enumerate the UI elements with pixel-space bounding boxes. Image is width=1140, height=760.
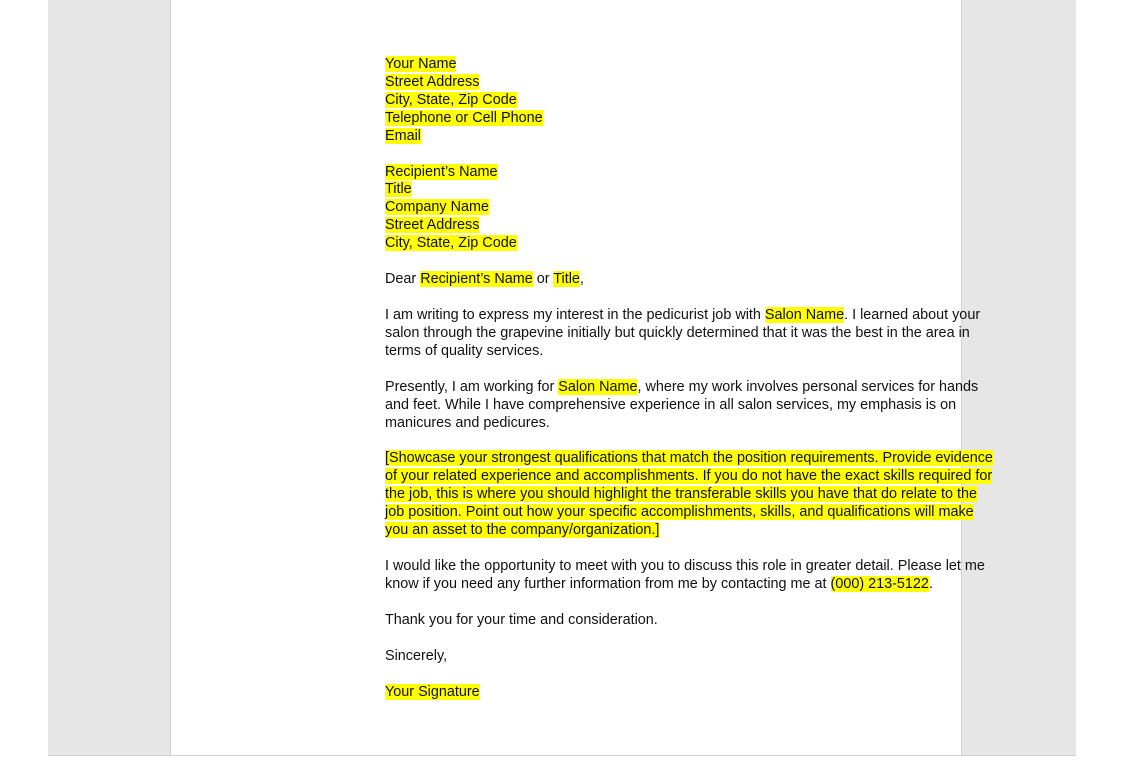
recipient-company: Company Name	[385, 199, 489, 216]
document-page	[170, 0, 993, 755]
paragraph-current-role	[385, 379, 995, 433]
salutation-suffix: ,	[579, 271, 584, 288]
para2-text-b: , where my work involves personal services for hands and feet. While I have comprehensive experience in all salon services, my emphasis is on manicures and pedicures.	[385, 378, 979, 431]
sender-city: City, State, Zip Code	[385, 91, 517, 108]
paragraph-contact	[385, 558, 995, 594]
sender-phone: Telephone or Cell Phone	[385, 109, 543, 126]
para3-placeholder-text: [Showcase your strongest qualifications that match the position requirements. Provide evidence of your related experience and accomplishments. If you do not have the exact skills required for the job, this is where you should highlight the transferable skills you have that do relate to the job position. Point out how your specific accomplishments, skills, and qualifications will make you an asset to the company/organization.]	[385, 450, 993, 539]
signature-line	[385, 684, 995, 702]
sender-email: Email	[385, 127, 421, 144]
salutation-name: Recipient’s Name	[420, 271, 533, 288]
para4-phone: (000) 213-5122	[830, 575, 929, 592]
recipient-name: Recipient’s Name	[385, 163, 498, 180]
salutation-or: or	[532, 271, 554, 288]
para1-text-a: I am writing to express my interest in the pedicurist job with	[385, 306, 765, 323]
closing-line: Sincerely,	[385, 647, 448, 664]
recipient-title: Title	[385, 181, 412, 198]
sender-street: Street Address	[385, 73, 480, 90]
thanks-line: Thank you for your time and consideration.	[385, 611, 658, 628]
para2-text-a: Presently, I am working for	[385, 378, 559, 395]
paragraph-qualifications	[385, 450, 995, 540]
para1-salon-name: Salon Name	[764, 306, 845, 323]
recipient-street: Street Address	[385, 217, 480, 234]
para4-text-b: .	[928, 575, 933, 592]
salutation-prefix: Dear	[385, 271, 421, 288]
para4-text-a: I would like the opportunity to meet with you to discuss this role in greater detail. Please let me know if you need any further information from me by contacting me at	[385, 557, 985, 592]
salutation	[385, 271, 995, 289]
recipient-address	[385, 164, 995, 254]
para2-salon-name: Salon Name	[558, 378, 638, 395]
document-viewer[interactable]	[48, 0, 1076, 756]
letter-body	[385, 56, 995, 719]
signature-placeholder: Your Signature	[385, 683, 480, 700]
sender-name: Your Name	[385, 56, 457, 72]
salutation-title: Title	[553, 271, 580, 288]
para1-text-b: . I learned about your salon through the grapevine initially but quickly determined that it was the best in the area in terms of quality services.	[385, 306, 981, 359]
sender-address	[385, 56, 995, 146]
paragraph-intro	[385, 307, 995, 361]
recipient-city: City, State, Zip Code	[385, 235, 517, 252]
